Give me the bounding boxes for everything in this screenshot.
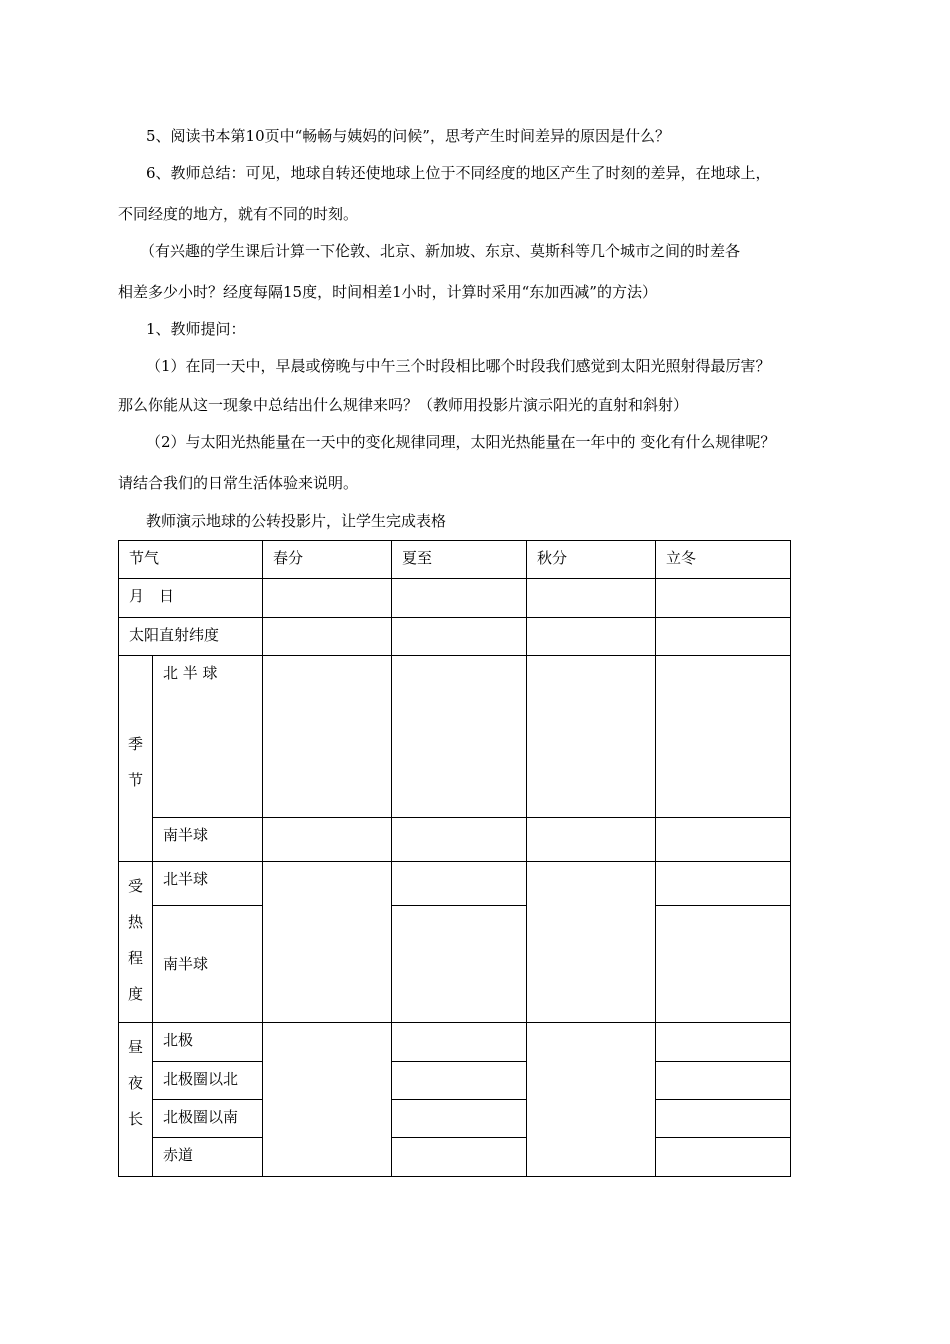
- cell-blank[interactable]: [656, 862, 791, 906]
- daynight-north-pole-label: 北极: [153, 1023, 263, 1062]
- header-spring-equinox: 春分: [263, 541, 392, 579]
- cell-blank[interactable]: [263, 656, 392, 818]
- cell-blank[interactable]: [656, 1100, 791, 1138]
- paragraph-extra-line2: 相差多少小时？经度每隔15度，时间相差1小时，计算时采用“东加西减”的方法）: [118, 283, 657, 301]
- cell-blank[interactable]: [656, 618, 791, 656]
- daynight-equator-label: 赤道: [153, 1138, 263, 1177]
- heat-group-label: 受 热 程 度: [119, 862, 153, 1023]
- heat-north-label: 北半球: [153, 862, 263, 906]
- paragraph-q5: 5、阅读书本第10页中“畅畅与姨妈的问候”，思考产生时间差异的原因是什么？: [146, 127, 670, 145]
- cell-blank[interactable]: [527, 618, 656, 656]
- paragraph-question2-line1: （2）与太阳光热能量在一天中的变化规律同理，太阳光热能量在一年中的 变化有什么规律呢？: [146, 433, 776, 451]
- cell-blank[interactable]: [527, 579, 656, 618]
- daynight-south-of-arctic-label: 北极圈以南: [153, 1100, 263, 1138]
- cell-blank[interactable]: [527, 656, 656, 818]
- paragraph-question1-line2: 那么你能从这一现象中总结出什么规律来吗？（教师用投影片演示阳光的直射和斜射）: [118, 396, 689, 414]
- cell-blank[interactable]: [392, 656, 527, 818]
- header-start-of-winter: 立冬: [656, 541, 791, 579]
- cell-blank[interactable]: [392, 818, 527, 862]
- cell-blank[interactable]: [527, 1023, 656, 1177]
- cell-blank[interactable]: [392, 1023, 527, 1062]
- header-label: 节气: [119, 541, 263, 579]
- season-group-label: 季 节: [119, 656, 153, 862]
- header-autumn-equinox: 秋分: [527, 541, 656, 579]
- cell-blank[interactable]: [392, 618, 527, 656]
- cell-blank[interactable]: [656, 1062, 791, 1100]
- paragraph-question1-line1: （1）在同一天中，早晨或傍晚与中午三个时段相比哪个时段我们感觉到太阳光照射得最厉害？: [146, 357, 771, 375]
- cell-blank[interactable]: [656, 818, 791, 862]
- paragraph-teacher-question: 1、教师提问：: [146, 320, 246, 338]
- cell-blank[interactable]: [392, 1100, 527, 1138]
- paragraph-extra-line1: （有兴趣的学生课后计算一下伦敦、北京、新加坡、东京、莫斯科等几个城市之间的时差各: [140, 242, 741, 260]
- cell-blank[interactable]: [392, 1138, 527, 1177]
- cell-blank[interactable]: [656, 1138, 791, 1177]
- season-south-label: 南半球: [153, 818, 263, 862]
- cell-blank[interactable]: [656, 579, 791, 618]
- cell-blank[interactable]: [263, 818, 392, 862]
- cell-blank[interactable]: [392, 1062, 527, 1100]
- row-latitude-label: 太阳直射纬度: [119, 618, 263, 656]
- cell-blank[interactable]: [527, 862, 656, 1023]
- cell-blank[interactable]: [656, 906, 791, 1023]
- header-summer-solstice: 夏至: [392, 541, 527, 579]
- cell-blank[interactable]: [263, 862, 392, 1023]
- row-date-label: 月 日: [119, 579, 263, 618]
- cell-blank[interactable]: [656, 1023, 791, 1062]
- heat-south-label: 南半球: [153, 906, 263, 1023]
- paragraph-summary-line2: 不同经度的地方，就有不同的时刻。: [118, 205, 359, 223]
- cell-blank[interactable]: [263, 1023, 392, 1177]
- cell-blank[interactable]: [392, 579, 527, 618]
- paragraph-question2-line2: 请结合我们的日常生活体验来说明。: [118, 474, 359, 492]
- cell-blank[interactable]: [263, 618, 392, 656]
- season-table: [118, 540, 791, 1177]
- daynight-north-of-arctic-label: 北极圈以北: [153, 1062, 263, 1100]
- cell-blank[interactable]: [527, 818, 656, 862]
- season-north-label: 北 半 球: [153, 656, 263, 818]
- daynight-group-label: 昼 夜 长: [119, 1023, 153, 1177]
- paragraph-table-intro: 教师演示地球的公转投影片，让学生完成表格: [146, 512, 447, 530]
- cell-blank[interactable]: [392, 862, 527, 906]
- paragraph-summary-line1: 6、教师总结：可见，地球自转还使地球上位于不同经度的地区产生了时刻的差异，在地球上，: [146, 164, 771, 182]
- cell-blank[interactable]: [263, 579, 392, 618]
- cell-blank[interactable]: [392, 906, 527, 1023]
- cell-blank[interactable]: [656, 656, 791, 818]
